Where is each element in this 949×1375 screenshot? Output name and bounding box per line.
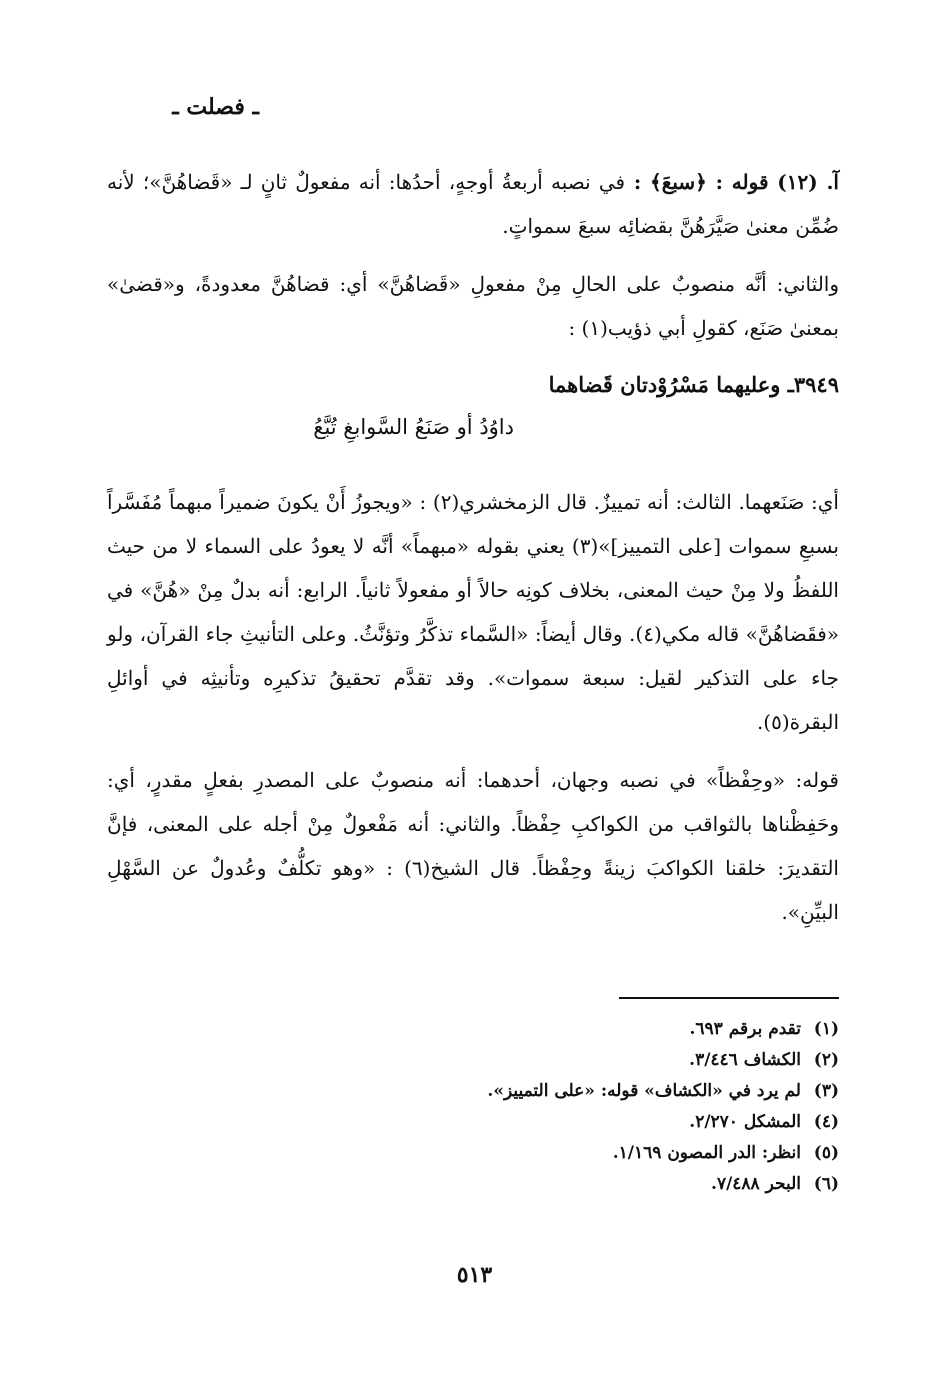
footnotes: [319, 1014, 839, 1200]
footnote-number: (٢): [813, 1050, 839, 1070]
verse-citation: آ. (١٢) قوله : ﴿سبعَ﴾ :: [625, 170, 839, 194]
footnote-text: الكشاف ٣/٤٤٦.: [689, 1050, 801, 1070]
verse-number: ٣٩٤٩ـ: [787, 372, 839, 397]
footnote-number: (٥): [813, 1143, 839, 1163]
main-text: [107, 160, 839, 934]
paragraph-1-text: في نصبه أربعةُ أوجهٍ، أحدُها: أنه مفعولٌ ثانٍ لـ «قَضاهُنَّ»؛ لأنه ضُمِّن معنىٰ صَيَّرَهُنَّ بقضائِه سبعَ سمواتٍ.: [107, 170, 839, 238]
running-header: ـ فصلت ـ: [172, 94, 259, 120]
footnote-item: [319, 1014, 839, 1045]
verse-hemistich-1: وعليهما مَسْرُوْدتان قَضاهما: [548, 372, 781, 397]
paragraph-2: والثاني: أنَّه منصوبٌ على الحالِ مِنْ مفعولِ «قَضاهُنَّ» أي: قضاهُنَّ معدودةً، و«قضىٰ» بمعنىٰ صَنَع، كقولِ أبي ذؤيب(١) :: [107, 272, 839, 340]
footnote-item: [319, 1076, 839, 1107]
paragraph-3: أي: صَنَعهما. الثالث: أنه تمييزٌ. قال الزمخشري(٢) : «ويجوزُ أَنْ يكونَ ضميراً مبهماً مُفَسَّراً بسبعِ سموات [على التمييز]»(٣) يعني بقوله «مبهماً» أنَّه لا يعودُ على السماء لا من حيث اللفظُ ولا مِنْ حيث المعنى، بخلاف كونِه حالاً أو مفعولاً ثانياً. الرابع: أنه بدلٌ مِنْ «هُنَّ» في «فقَضاهُنَّ» قاله مكي(٤). وقال أيضاً: «السَّماء تذكَّرُ وتؤنَّثُ. وعلى التأنيثِ جاء القرآن، ولو جاء على التذكير لقيل: سبعة سموات». وقد تقدَّم تحقيقُ تذكيرِه وتأنيثِه في أوائلِ البقرة(٥).: [107, 490, 840, 734]
poetry-verse: [107, 364, 839, 448]
footnote-item: [319, 1045, 839, 1076]
footnote-number: (١): [813, 1019, 839, 1039]
footnote-number: (٦): [813, 1174, 839, 1194]
footnote-text: لم يرد في «الكشاف» قوله: «على التمييز».: [487, 1081, 801, 1101]
verse-line-2: داوُدُ أو صَنَعُ السَّوابغِ تُبَّعُ: [313, 415, 514, 439]
footnote-text: انظر: الدر المصون ١/١٦٩.: [612, 1143, 801, 1163]
footnote-text: المشكل ٢/٢٧٠.: [689, 1112, 801, 1132]
page-number: ٥١٣: [456, 1262, 493, 1288]
footnote-divider: [619, 997, 839, 999]
footnote-number: (٤): [813, 1112, 839, 1132]
footnote-number: (٣): [813, 1081, 839, 1101]
paragraph-4: قوله: «وحِفْظاً» في نصبه وجهان، أحدهما: أنه منصوبٌ على المصدرِ بفعلٍ مقدرٍ، أي: وحَفِظْناها بالثواقب من الكواكبِ حِفْظاً. والثاني: أنه مَفْعولٌ مِنْ أجله على المعنى، فإنَّ التقديرَ: خلقنا الكواكبَ زينةً وحِفْظاً. قال الشيخ(٦) : «وهو تكلُّفٌ وعُدولٌ عن السَّهْلِ البيِّنِ».: [107, 768, 839, 924]
footnote-item: [319, 1138, 839, 1169]
footnote-item: [319, 1169, 839, 1200]
footnote-text: تقدم برقم ٦٩٣.: [689, 1019, 801, 1039]
footnote-text: البحر ٧/٤٨٨.: [711, 1174, 801, 1194]
verse-line-1: [107, 364, 839, 406]
footnote-item: [319, 1107, 839, 1138]
paragraph-1: [107, 160, 839, 248]
